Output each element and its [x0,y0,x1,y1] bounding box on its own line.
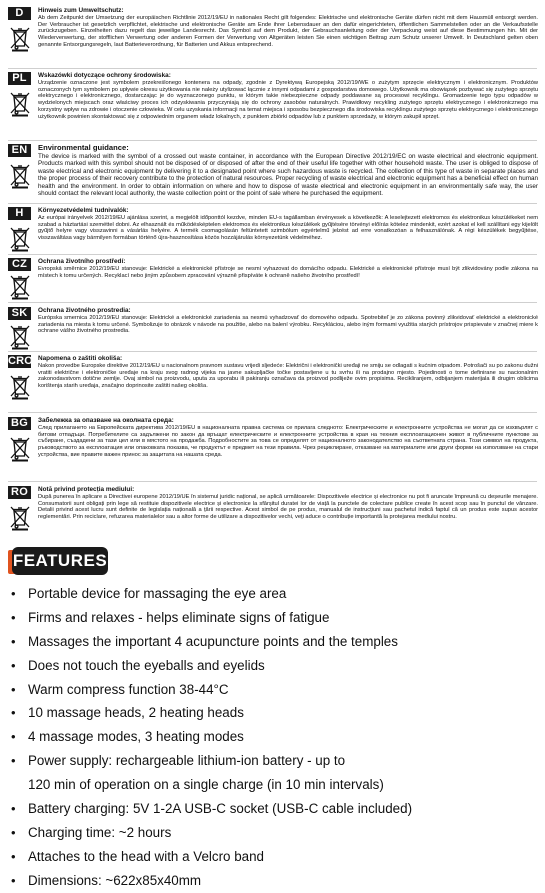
bullet-icon: • [11,705,16,721]
notice-title: Környezetvédelmi tudnivalók: [38,207,129,214]
bullet-icon: • [11,872,16,888]
notice-body: Ab dem Zeitpunkt der Umsetzung der europäischen Richtlinie 2012/19/EU in nationales Recht gilt folgendes: Elektrische und elektronische Geräte dürfen nicht mit dem Hausmüll entsorgt werden. Der Verbraucher ist gesetzlich verpflichtet, elektrische und elektronische Geräte am Ende ihrer Lebensdauer an den dafür eingerichteten, öffentlichen Sammelstellen oder an die Verkaufsstelle zurückzugeben. Einzelheiten dazu regelt das jeweilige Landesrecht. Das Symbol auf dem Produkt, der Gebrauchsanleitung oder der Verpackung weist auf diese Bestimmungen hin. Mit der Wiederverwertung, der stofflichen Verwertung oder anderen Formen der Verwertung von Altgeräten leisten Sie einen wichtigen Beitrag zum Schutz unserer Umwelt. In Deutschland gelten oben genannte Entsorgungsregeln, laut Batterieverordnung, für Batterien und Akkus entsprechend. [38,14,538,49]
crossed-out-wheelie-bin-icon [9,226,31,252]
notice-body: Evropská směrnice 2012/19/EU stanovuje: Elektrické a elektronické přístroje se nesmí vyhazovat do domácího odpadu. Elektrické a elektronické přístroje musí být zlikvidovány podle zákona na místech k tomu určených. Recyklací nebo jiným způsobem zpracování výrazně přispíváte k ochraně našeho životního prostředí! [38,265,538,279]
language-badge: H [8,207,31,220]
notice-title: Napomena o zaštiti okoliša: [38,355,123,362]
notice-hu [8,207,538,255]
divider [8,254,537,255]
bullet-icon: • [11,633,16,649]
feature-item: • Does not touch the eyeballs and eyelids [8,654,538,678]
crossed-out-wheelie-bin-icon [9,505,31,531]
feature-item: • Dimensions: ~622x85x40mm [8,869,538,893]
notice-cro [8,355,538,409]
divider [8,203,537,204]
feature-item: • 10 massage heads, 2 heating heads [8,701,538,725]
crossed-out-wheelie-bin-icon [9,274,31,300]
notice-body: Nakon provedbe Europske direktive 2012/19/EU u nacionalnom pravnom sustavu vrijedi sljedeće: Električni i elektronički uređaji ne smiju se odlagati s kućnim otpadom. Potrošači su po zakonu dužni vratiti električne i elektroničke uređaje na kraju svog radnog vijeka na javne sakupljačke točke postavljene u tu svrhu ili na prodajno mjesto. Pojedinosti o tome definirane su nacionalnim zakonodavstvom dotične zemlje. Ovaj simbol na proizvodu, uputa za uporabu ili pakiranju označava da proizvod podliježe ovim propisima. Recikliranjem, odbijanjem materijala ili drugim oblicima korištenja starih uređaja, značajno doprinosite zaštiti našeg okoliša. [38,362,538,390]
divider [8,140,537,141]
crossed-out-wheelie-bin-icon [9,374,31,400]
notice-title: Ochrana životního prostředí: [38,258,126,265]
bullet-icon: • [11,681,16,697]
feature-item: • Attaches to the head with a Velcro band [8,845,538,869]
notice-body: După punerea în aplicare a Directivei europene 2012/19/UE în sistemul juridic național, se aplică următoarele: Dispozitivele electrice și electronice nu pot fi aruncate împreună cu deșeurile menajere. Consumatorii sunt obligați prin lege să restituie dispozitivele electrice și electronice la sfârșitul duratei lor de viață la punctele de colectare publice create în acest scop sau în punctul de vânzare. Detalii privind acest lucru sunt definite de legislația națională a țării respective. Acest simbol de pe produs, manualul de instrucțiuni sau pachetul indică faptul că un produs este supus acestor reglementări. Prin reciclare, refuzarea materialelor sau a altor forme de utilizare a dispozitivelor vechi, veți aduce o contribuție importantă la protejarea mediului nostru. [38,493,538,521]
notice-body: Az európai irányelvek 2012/19/EU ajánlása szerint, a megjelölt időponttól kezdve, minden EU-s tagállamban érvényesek a következők: A leselejtezett elektromos és elektronikus készülékeket nem szabad a háztartási szeméttel dobni. Az elhasznált és működésképtelen elektromos és elektronikus készülékek gyűjtésére törvényi előírás kötelez mindenkit, ezért azokat el kell szállítani egy kijelölt gyűjtő helyre vagy visszavinni a vásárlás helyére. A termék csomagolásán feltüntetett szimbólum egyértelmű jelzést ad erre vonatkozóan a felhasználónak. A régi készülékek begyűjtése, visszaváltása vagy bármilyen formában történő újra-hasznosítása közös hozzájárulás környezetünk védelméhez. [38,214,538,242]
language-badge: CRO [8,355,34,367]
notice-en [8,144,538,204]
language-badge: SK [8,307,31,320]
language-badge: D [8,7,31,20]
crossed-out-wheelie-bin-icon [9,324,31,350]
bullet-icon: • [11,729,16,745]
language-badge: RO [8,486,31,499]
divider [8,412,537,413]
language-badge: BG [8,417,31,430]
feature-item: • Power supply: rechargeable lithium-ion battery - up to [8,749,538,773]
bullet-icon: • [11,657,16,673]
notice-title: Notă privind protecția mediului: [38,486,135,493]
crossed-out-wheelie-bin-icon [9,26,31,52]
features-list [8,582,538,893]
crossed-out-wheelie-bin-icon [9,91,31,117]
divider [8,302,537,303]
feature-item: • Battery charging: 5V 1-2A USB-C socket (USB-C cable included) [8,797,538,821]
bullet-icon: • [11,753,16,769]
features-heading: FEATURES [12,547,108,575]
notice-body: Európska smernica 2012/19/EU stanovuje: Elektrické a elektronické zariadenia sa nesmú vyhadzovať do domového odpadu. Spotrebiteľ je zo zákona povinný zlikvidovať elektrické a elektronické zariadenia na miesta k tomu určené. Symbolizuje to obrázok v návode na použitie, alebo na balení výrobku. Recykláciou, alebo iným formami využitia starých prístrojov prispievate v značnej miere k ochrane vášho životného prostredia. [38,314,538,335]
notice-body: След прилагането на Европейската директива 2012/19/EU в националната правна система се прилага следното: Електрическите и електронните устройства не могат да се изхвърлят с битови отпадъци. Потребителите са задължени по закон да връщат електрическите и електронните устройства в края на техния експлоатационен живот в публичните пунктове за събиране, създадени за тази цел или в мястото на продажба. Подробностите за това се определят от националното законодателство на съответната страна. Този символ на продукта, ръководството за експлоатация или опаковката показва, че продуктът е предмет на тези правила. Чрез рециклиране, отказване на материалите или други форми на използване на стари устройства, вие правите важен принос за защитата на нашата среда. [38,424,538,459]
notice-title: Забележка за опазване на околната среда: [38,417,174,424]
notice-title: Ochrana životného prostredia: [38,307,131,314]
divider [8,68,537,69]
feature-item: • Warm compress function 38-44°C [8,678,538,702]
crossed-out-wheelie-bin-icon [9,436,31,462]
bullet-icon: • [11,848,16,864]
notice-title: Environmental guidance: [38,143,129,152]
feature-item: • Firms and relaxes - helps eliminate signs of fatigue [8,606,538,630]
notice-bg [8,417,538,479]
feature-item: • 4 massage modes, 3 heating modes [8,725,538,749]
notice-body: The device is marked with the symbol of a crossed out waste container, in accordance with the European Directive 2012/19/EC on waste electrical and electronic equipment. Products marked with this symbol should not be disposed of or disposed of after the end of their useful life together with other household waste. The user is obliged to dispose of waste electrical and electronic equipment by delivering it to a designated point where such hazardous waste is recycled. The collection of this type of waste in separate places and the proper process of their recovery contribute to the protection of natural resources. Proper recycling of waste electrical and electronic equipment has a beneficial effect on human health and the environment. In order to obtain information on where and how to dispose of waste electrical and electronic equipment in an environmentally safe way, the user should contact the relevant local authority, the waste collection point or the point of sale where he purchased the equipment. [38,152,538,198]
notice-ro [8,486,538,540]
bullet-icon: • [11,609,16,625]
divider [8,351,537,352]
notice-title: Hinweis zum Umweltschutz: [38,7,124,14]
notice-pl [8,72,538,144]
bullet-icon: • [11,824,16,840]
notice-title: Wskazówki dotyczące ochrony środowiska: [38,72,171,79]
feature-item-continuation: 120 min of operation on a single charge (in 10 min intervals) [28,777,384,793]
notice-body: Urządzenie oznaczone jest symbolem przekreślonego kontenera na odpady, zgodnie z Dyrektywą Europejską 2012/19/WE o zużytym sprzęcie elektrycznym i elektronicznym. Produktów oznaczonych tym symbolem po upływie okresu użytkowania nie należy utylizować łącznie z innymi odpadami z gospodarstwa domowego. Użytkownik ma obowiązek pozbywać się zużytego sprzętu elektrycznego i elektronicznego, dostarczając je do wyznaczonego punktu, w którym takie niebezpieczne odpady poddawane są procesowi recyklingu. Gromadzenie tego typu odpadów w wydzielonych miejscach oraz właściwy proces ich odzyskiwania przyczyniają się do ochrony zasobów naturalnych. Prawidłowy recykling zużytego sprzętu elektrycznego i elektronicznego ma korzystny wpływ na zdrowie i otoczenie człowieka. W celu uzyskania informacji na temat miejsca i sposobu bezpiecznego dla środowiska recyklingu zużytego sprzętu elektrycznego i elektronicznego użytkownik powinien skontaktować się z odpowiednim organem władz lokalnych, z punktem zbiórki odpadów lub z punktem sprzedaży, w którym zakupił sprzęt. [38,79,538,121]
features-heading-badge [8,547,110,577]
feature-item: • Massages the important 4 acupuncture points and the temples [8,630,538,654]
crossed-out-wheelie-bin-icon [9,163,31,189]
feature-item: • Portable device for massaging the eye area [8,582,538,606]
language-badge: PL [8,72,31,85]
bullet-icon: • [11,586,16,601]
bullet-icon: • [11,801,16,817]
divider [8,481,537,482]
notice-cz [8,258,538,298]
language-badge: EN [8,144,31,157]
notice-de [8,7,538,67]
feature-item: • Charging time: ~2 hours [8,821,538,845]
notice-sk [8,307,538,351]
language-badge: CZ [8,258,31,271]
